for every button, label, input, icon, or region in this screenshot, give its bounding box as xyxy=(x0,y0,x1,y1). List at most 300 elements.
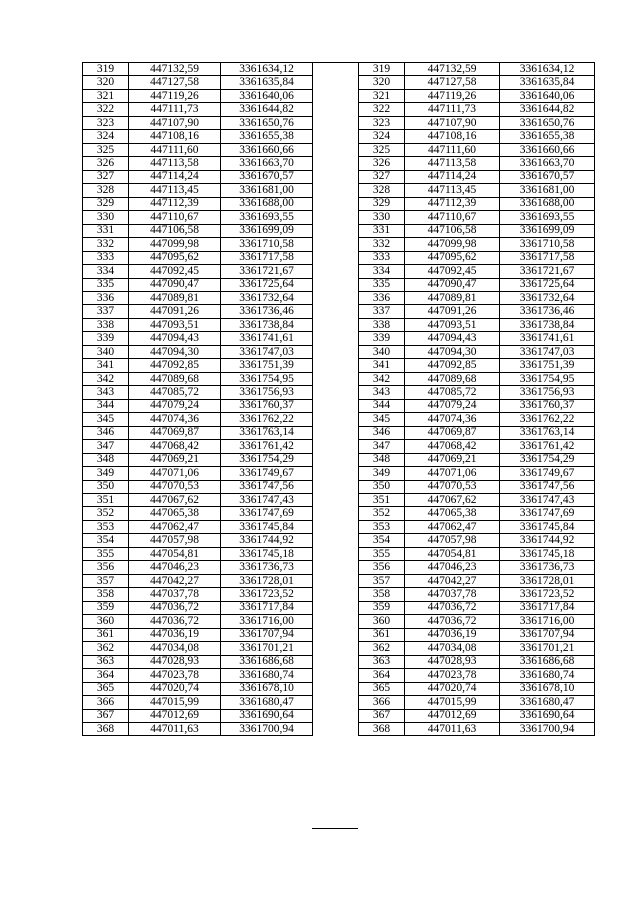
table-row xyxy=(359,278,595,291)
point-number-cell: 345 xyxy=(359,413,405,426)
table-row xyxy=(83,278,313,291)
point-number-cell: 350 xyxy=(359,480,405,493)
point-number-cell: 344 xyxy=(359,399,405,412)
table-row xyxy=(83,696,313,709)
y-coordinate-cell: 3361736,73 xyxy=(500,561,595,574)
x-coordinate-cell: 447090,47 xyxy=(129,278,221,291)
point-number-cell: 364 xyxy=(359,669,405,682)
coordinates-table-left xyxy=(82,62,313,736)
table-row xyxy=(83,224,313,237)
y-coordinate-cell: 3361741,61 xyxy=(221,332,313,345)
point-number-cell: 329 xyxy=(83,197,129,210)
x-coordinate-cell: 447069,21 xyxy=(405,453,500,466)
x-coordinate-cell: 447065,38 xyxy=(405,507,500,520)
y-coordinate-cell: 3361644,82 xyxy=(500,103,595,116)
x-coordinate-cell: 447042,27 xyxy=(129,574,221,587)
y-coordinate-cell: 3361745,84 xyxy=(221,520,313,533)
y-coordinate-cell: 3361663,70 xyxy=(221,157,313,170)
point-number-cell: 337 xyxy=(359,305,405,318)
x-coordinate-cell: 447107,90 xyxy=(405,116,500,129)
x-coordinate-cell: 447036,72 xyxy=(129,601,221,614)
table-row xyxy=(359,197,595,210)
y-coordinate-cell: 3361747,03 xyxy=(500,345,595,358)
table-row xyxy=(83,116,313,129)
y-coordinate-cell: 3361749,67 xyxy=(221,467,313,480)
x-coordinate-cell: 447113,58 xyxy=(405,157,500,170)
y-coordinate-cell: 3361680,74 xyxy=(500,669,595,682)
x-coordinate-cell: 447111,73 xyxy=(129,103,221,116)
x-coordinate-cell: 447012,69 xyxy=(405,709,500,722)
point-number-cell: 352 xyxy=(83,507,129,520)
y-coordinate-cell: 3361744,92 xyxy=(500,534,595,547)
table-row xyxy=(83,682,313,695)
x-coordinate-cell: 447034,08 xyxy=(129,642,221,655)
table-row xyxy=(359,251,595,264)
point-number-cell: 338 xyxy=(83,318,129,331)
y-coordinate-cell: 3361749,67 xyxy=(500,467,595,480)
point-number-cell: 337 xyxy=(83,305,129,318)
y-coordinate-cell: 3361640,06 xyxy=(221,89,313,102)
x-coordinate-cell: 447092,85 xyxy=(405,359,500,372)
x-coordinate-cell: 447091,26 xyxy=(405,305,500,318)
x-coordinate-cell: 447114,24 xyxy=(405,170,500,183)
point-number-cell: 338 xyxy=(359,318,405,331)
point-number-cell: 359 xyxy=(359,601,405,614)
point-number-cell: 356 xyxy=(359,561,405,574)
table-row xyxy=(359,642,595,655)
y-coordinate-cell: 3361747,43 xyxy=(221,494,313,507)
table-row xyxy=(83,157,313,170)
point-number-cell: 320 xyxy=(359,76,405,89)
table-row xyxy=(83,332,313,345)
y-coordinate-cell: 3361680,74 xyxy=(221,669,313,682)
x-coordinate-cell: 447111,60 xyxy=(405,143,500,156)
table-row xyxy=(359,655,595,668)
table-row xyxy=(83,467,313,480)
x-coordinate-cell: 447089,68 xyxy=(129,372,221,385)
y-coordinate-cell: 3361732,64 xyxy=(500,291,595,304)
table-row xyxy=(83,130,313,143)
table-gap xyxy=(312,62,358,829)
point-number-cell: 339 xyxy=(359,332,405,345)
point-number-cell: 319 xyxy=(359,63,405,76)
y-coordinate-cell: 3361717,84 xyxy=(221,601,313,614)
point-number-cell: 353 xyxy=(83,520,129,533)
point-number-cell: 349 xyxy=(83,467,129,480)
y-coordinate-cell: 3361736,46 xyxy=(500,305,595,318)
x-coordinate-cell: 447094,43 xyxy=(405,332,500,345)
x-coordinate-cell: 447036,72 xyxy=(129,615,221,628)
table-row xyxy=(83,211,313,224)
y-coordinate-cell: 3361760,37 xyxy=(500,399,595,412)
y-coordinate-cell: 3361701,21 xyxy=(221,642,313,655)
point-number-cell: 322 xyxy=(83,103,129,116)
y-coordinate-cell: 3361760,37 xyxy=(221,399,313,412)
x-coordinate-cell: 447046,23 xyxy=(129,561,221,574)
y-coordinate-cell: 3361686,68 xyxy=(221,655,313,668)
x-coordinate-cell: 447054,81 xyxy=(129,547,221,560)
table-row xyxy=(359,116,595,129)
point-number-cell: 323 xyxy=(359,116,405,129)
table-row xyxy=(359,359,595,372)
y-coordinate-cell: 3361761,42 xyxy=(500,440,595,453)
y-coordinate-cell: 3361745,18 xyxy=(221,547,313,560)
table-row xyxy=(359,440,595,453)
y-coordinate-cell: 3361723,52 xyxy=(500,588,595,601)
point-number-cell: 363 xyxy=(83,655,129,668)
point-number-cell: 345 xyxy=(83,413,129,426)
table-row xyxy=(359,722,595,735)
point-number-cell: 343 xyxy=(83,386,129,399)
point-number-cell: 321 xyxy=(359,89,405,102)
x-coordinate-cell: 447099,98 xyxy=(129,238,221,251)
x-coordinate-cell: 447092,45 xyxy=(405,265,500,278)
point-number-cell: 336 xyxy=(83,291,129,304)
table-row xyxy=(359,682,595,695)
y-coordinate-cell: 3361747,43 xyxy=(500,494,595,507)
coordinates-table-right xyxy=(358,62,595,736)
y-coordinate-cell: 3361690,64 xyxy=(500,709,595,722)
table-row xyxy=(83,588,313,601)
table-row xyxy=(83,372,313,385)
x-coordinate-cell: 447111,60 xyxy=(129,143,221,156)
point-number-cell: 323 xyxy=(83,116,129,129)
y-coordinate-cell: 3361710,58 xyxy=(221,238,313,251)
x-coordinate-cell: 447085,72 xyxy=(129,386,221,399)
x-coordinate-cell: 447020,74 xyxy=(405,682,500,695)
table-row xyxy=(359,372,595,385)
x-coordinate-cell: 447127,58 xyxy=(129,76,221,89)
point-number-cell: 321 xyxy=(83,89,129,102)
point-number-cell: 354 xyxy=(83,534,129,547)
table-row xyxy=(83,76,313,89)
table-row xyxy=(83,494,313,507)
x-coordinate-cell: 447085,72 xyxy=(405,386,500,399)
y-coordinate-cell: 3361717,84 xyxy=(500,601,595,614)
table-row xyxy=(359,399,595,412)
table-row xyxy=(83,265,313,278)
point-number-cell: 332 xyxy=(359,238,405,251)
point-number-cell: 322 xyxy=(359,103,405,116)
x-coordinate-cell: 447020,74 xyxy=(129,682,221,695)
point-number-cell: 353 xyxy=(359,520,405,533)
x-coordinate-cell: 447067,62 xyxy=(405,494,500,507)
y-coordinate-cell: 3361670,57 xyxy=(221,170,313,183)
x-coordinate-cell: 447036,19 xyxy=(129,628,221,641)
point-number-cell: 326 xyxy=(359,157,405,170)
point-number-cell: 357 xyxy=(359,574,405,587)
y-coordinate-cell: 3361762,22 xyxy=(500,413,595,426)
y-coordinate-cell: 3361690,64 xyxy=(221,709,313,722)
table-row xyxy=(83,574,313,587)
y-coordinate-cell: 3361681,00 xyxy=(221,184,313,197)
point-number-cell: 368 xyxy=(83,722,129,735)
y-coordinate-cell: 3361680,47 xyxy=(221,696,313,709)
x-coordinate-cell: 447113,58 xyxy=(129,157,221,170)
table-row xyxy=(359,63,595,76)
table-row xyxy=(83,143,313,156)
y-coordinate-cell: 3361634,12 xyxy=(221,63,313,76)
y-coordinate-cell: 3361635,84 xyxy=(500,76,595,89)
table-row xyxy=(359,238,595,251)
y-coordinate-cell: 3361725,64 xyxy=(500,278,595,291)
x-coordinate-cell: 447132,59 xyxy=(405,63,500,76)
table-row xyxy=(83,305,313,318)
y-coordinate-cell: 3361745,84 xyxy=(500,520,595,533)
x-coordinate-cell: 447011,63 xyxy=(405,722,500,735)
point-number-cell: 330 xyxy=(359,211,405,224)
table-row xyxy=(359,318,595,331)
x-coordinate-cell: 447012,69 xyxy=(129,709,221,722)
y-coordinate-cell: 3361756,93 xyxy=(500,386,595,399)
point-number-cell: 365 xyxy=(83,682,129,695)
y-coordinate-cell: 3361717,58 xyxy=(221,251,313,264)
point-number-cell: 351 xyxy=(83,494,129,507)
y-coordinate-cell: 3361763,14 xyxy=(221,426,313,439)
table-row xyxy=(83,669,313,682)
point-number-cell: 346 xyxy=(83,426,129,439)
x-coordinate-cell: 447068,42 xyxy=(405,440,500,453)
point-number-cell: 334 xyxy=(83,265,129,278)
x-coordinate-cell: 447106,58 xyxy=(129,224,221,237)
table-row xyxy=(83,251,313,264)
y-coordinate-cell: 3361728,01 xyxy=(221,574,313,587)
point-number-cell: 331 xyxy=(83,224,129,237)
y-coordinate-cell: 3361721,67 xyxy=(500,265,595,278)
table-row xyxy=(359,413,595,426)
y-coordinate-cell: 3361678,10 xyxy=(500,682,595,695)
x-coordinate-cell: 447074,36 xyxy=(129,413,221,426)
point-number-cell: 350 xyxy=(83,480,129,493)
table-row xyxy=(83,103,313,116)
y-coordinate-cell: 3361716,00 xyxy=(500,615,595,628)
y-coordinate-cell: 3361723,52 xyxy=(221,588,313,601)
point-number-cell: 329 xyxy=(359,197,405,210)
point-number-cell: 355 xyxy=(83,547,129,560)
table-row xyxy=(83,426,313,439)
table-row xyxy=(359,157,595,170)
point-number-cell: 319 xyxy=(83,63,129,76)
table-row xyxy=(83,534,313,547)
table-row xyxy=(359,305,595,318)
y-coordinate-cell: 3361699,09 xyxy=(221,224,313,237)
table-row xyxy=(83,601,313,614)
x-coordinate-cell: 447119,26 xyxy=(129,89,221,102)
table-row xyxy=(359,386,595,399)
y-coordinate-cell: 3361699,09 xyxy=(500,224,595,237)
point-number-cell: 355 xyxy=(359,547,405,560)
table-row xyxy=(359,534,595,547)
table-row xyxy=(359,574,595,587)
point-number-cell: 320 xyxy=(83,76,129,89)
point-number-cell: 333 xyxy=(359,251,405,264)
table-row xyxy=(359,561,595,574)
y-coordinate-cell: 3361655,38 xyxy=(500,130,595,143)
table-row xyxy=(359,130,595,143)
x-coordinate-cell: 447046,23 xyxy=(405,561,500,574)
x-coordinate-cell: 447057,98 xyxy=(405,534,500,547)
x-coordinate-cell: 447069,87 xyxy=(129,426,221,439)
x-coordinate-cell: 447089,81 xyxy=(405,291,500,304)
x-coordinate-cell: 447011,63 xyxy=(129,722,221,735)
y-coordinate-cell: 3361717,58 xyxy=(500,251,595,264)
y-coordinate-cell: 3361660,66 xyxy=(221,143,313,156)
table-row xyxy=(83,628,313,641)
x-coordinate-cell: 447089,68 xyxy=(405,372,500,385)
x-coordinate-cell: 447111,73 xyxy=(405,103,500,116)
point-number-cell: 364 xyxy=(83,669,129,682)
point-number-cell: 363 xyxy=(359,655,405,668)
y-coordinate-cell: 3361761,42 xyxy=(221,440,313,453)
point-number-cell: 326 xyxy=(83,157,129,170)
table-row xyxy=(83,197,313,210)
table-row xyxy=(83,184,313,197)
point-number-cell: 327 xyxy=(359,170,405,183)
table-row xyxy=(83,480,313,493)
point-number-cell: 357 xyxy=(83,574,129,587)
point-number-cell: 328 xyxy=(359,184,405,197)
x-coordinate-cell: 447069,87 xyxy=(405,426,500,439)
x-coordinate-cell: 447099,98 xyxy=(405,238,500,251)
x-coordinate-cell: 447037,78 xyxy=(405,588,500,601)
table-row xyxy=(83,615,313,628)
y-coordinate-cell: 3361754,29 xyxy=(221,453,313,466)
point-number-cell: 346 xyxy=(359,426,405,439)
table-row xyxy=(83,440,313,453)
point-number-cell: 333 xyxy=(83,251,129,264)
y-coordinate-cell: 3361747,56 xyxy=(500,480,595,493)
table-row xyxy=(83,561,313,574)
point-number-cell: 368 xyxy=(359,722,405,735)
x-coordinate-cell: 447074,36 xyxy=(405,413,500,426)
y-coordinate-cell: 3361700,94 xyxy=(221,722,313,735)
y-coordinate-cell: 3361747,56 xyxy=(221,480,313,493)
table-row xyxy=(359,332,595,345)
table-row xyxy=(83,642,313,655)
table-row xyxy=(359,480,595,493)
x-coordinate-cell: 447108,16 xyxy=(129,130,221,143)
x-coordinate-cell: 447119,26 xyxy=(405,89,500,102)
y-coordinate-cell: 3361700,94 xyxy=(500,722,595,735)
table-row xyxy=(83,413,313,426)
table-row xyxy=(359,628,595,641)
y-coordinate-cell: 3361741,61 xyxy=(500,332,595,345)
point-number-cell: 330 xyxy=(83,211,129,224)
x-coordinate-cell: 447023,78 xyxy=(405,669,500,682)
y-coordinate-cell: 3361763,14 xyxy=(500,426,595,439)
x-coordinate-cell: 447036,72 xyxy=(405,615,500,628)
y-coordinate-cell: 3361640,06 xyxy=(500,89,595,102)
y-coordinate-cell: 3361680,47 xyxy=(500,696,595,709)
x-coordinate-cell: 447113,45 xyxy=(405,184,500,197)
y-coordinate-cell: 3361678,10 xyxy=(221,682,313,695)
point-number-cell: 341 xyxy=(83,359,129,372)
point-number-cell: 342 xyxy=(83,372,129,385)
y-coordinate-cell: 3361693,55 xyxy=(500,211,595,224)
x-coordinate-cell: 447062,47 xyxy=(129,520,221,533)
x-coordinate-cell: 447015,99 xyxy=(405,696,500,709)
table-row xyxy=(359,426,595,439)
y-coordinate-cell: 3361650,76 xyxy=(221,116,313,129)
point-number-cell: 349 xyxy=(359,467,405,480)
table-row xyxy=(359,507,595,520)
table-row xyxy=(359,89,595,102)
point-number-cell: 361 xyxy=(83,628,129,641)
y-coordinate-cell: 3361650,76 xyxy=(500,116,595,129)
table-row xyxy=(83,291,313,304)
x-coordinate-cell: 447108,16 xyxy=(405,130,500,143)
table-row xyxy=(359,467,595,480)
y-coordinate-cell: 3361738,84 xyxy=(500,318,595,331)
x-coordinate-cell: 447071,06 xyxy=(129,467,221,480)
y-coordinate-cell: 3361732,64 xyxy=(221,291,313,304)
y-coordinate-cell: 3361707,94 xyxy=(221,628,313,641)
x-coordinate-cell: 447028,93 xyxy=(129,655,221,668)
x-coordinate-cell: 447094,30 xyxy=(129,345,221,358)
table-row xyxy=(359,345,595,358)
y-coordinate-cell: 3361693,55 xyxy=(221,211,313,224)
y-coordinate-cell: 3361736,73 xyxy=(221,561,313,574)
table-row xyxy=(359,224,595,237)
point-number-cell: 335 xyxy=(83,278,129,291)
y-coordinate-cell: 3361728,01 xyxy=(500,574,595,587)
table-row xyxy=(83,547,313,560)
table-row xyxy=(359,211,595,224)
table-row xyxy=(83,170,313,183)
y-coordinate-cell: 3361747,69 xyxy=(221,507,313,520)
point-number-cell: 335 xyxy=(359,278,405,291)
point-number-cell: 347 xyxy=(359,440,405,453)
x-coordinate-cell: 447070,53 xyxy=(129,480,221,493)
y-coordinate-cell: 3361655,38 xyxy=(221,130,313,143)
x-coordinate-cell: 447079,24 xyxy=(405,399,500,412)
x-coordinate-cell: 447070,53 xyxy=(405,480,500,493)
y-coordinate-cell: 3361725,64 xyxy=(221,278,313,291)
point-number-cell: 339 xyxy=(83,332,129,345)
y-coordinate-cell: 3361756,93 xyxy=(221,386,313,399)
x-coordinate-cell: 447132,59 xyxy=(129,63,221,76)
x-coordinate-cell: 447112,39 xyxy=(129,197,221,210)
point-number-cell: 325 xyxy=(83,143,129,156)
x-coordinate-cell: 447062,47 xyxy=(405,520,500,533)
table-row xyxy=(83,655,313,668)
x-coordinate-cell: 447090,47 xyxy=(405,278,500,291)
point-number-cell: 343 xyxy=(359,386,405,399)
y-coordinate-cell: 3361744,92 xyxy=(221,534,313,547)
x-coordinate-cell: 447071,06 xyxy=(405,467,500,480)
x-coordinate-cell: 447091,26 xyxy=(129,305,221,318)
table-row xyxy=(359,494,595,507)
x-coordinate-cell: 447113,45 xyxy=(129,184,221,197)
x-coordinate-cell: 447107,90 xyxy=(129,116,221,129)
table-row xyxy=(359,615,595,628)
x-coordinate-cell: 447127,58 xyxy=(405,76,500,89)
y-coordinate-cell: 3361644,82 xyxy=(221,103,313,116)
y-coordinate-cell: 3361747,03 xyxy=(221,345,313,358)
y-coordinate-cell: 3361707,94 xyxy=(500,628,595,641)
point-number-cell: 367 xyxy=(359,709,405,722)
y-coordinate-cell: 3361738,84 xyxy=(221,318,313,331)
table-row xyxy=(83,63,313,76)
y-coordinate-cell: 3361670,57 xyxy=(500,170,595,183)
y-coordinate-cell: 3361751,39 xyxy=(500,359,595,372)
y-coordinate-cell: 3361747,69 xyxy=(500,507,595,520)
table-row xyxy=(359,669,595,682)
table-row xyxy=(83,386,313,399)
y-coordinate-cell: 3361754,29 xyxy=(500,453,595,466)
x-coordinate-cell: 447069,21 xyxy=(129,453,221,466)
point-number-cell: 358 xyxy=(359,588,405,601)
